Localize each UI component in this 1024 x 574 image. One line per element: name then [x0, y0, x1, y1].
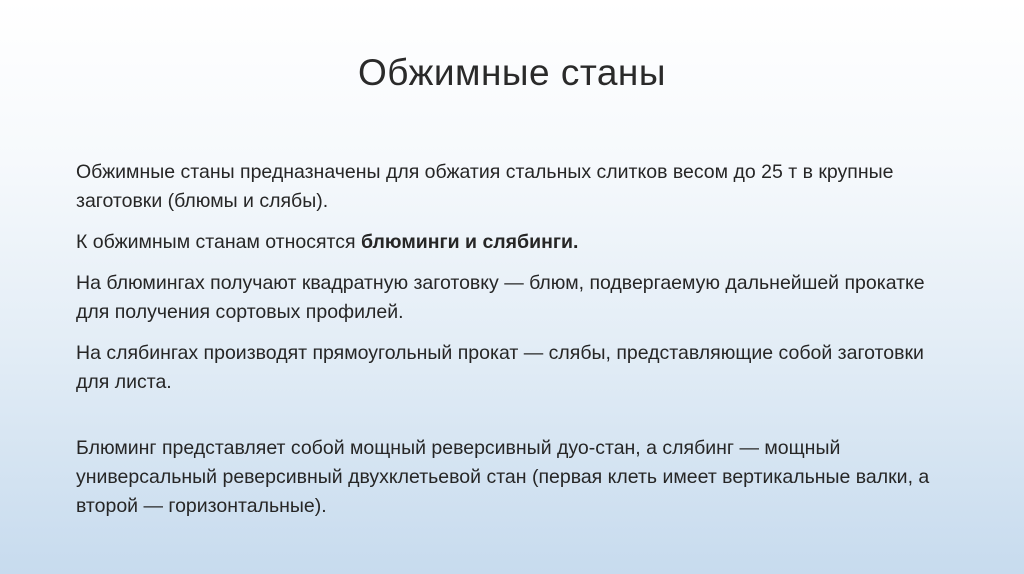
- paragraph-description: Блюминг представляет собой мощный реверсивный дуо-стан, а слябинг — мощный универсальный реверсивный двухклетьевой стан (первая клеть имеет вертикальные валки, а второй — горизонтальные).: [76, 437, 930, 517]
- paragraph-slabbing: На слябингах производят прямоугольный прокат — слябы, представляющие собой заготовки для листа.: [76, 342, 924, 393]
- paragraph-types-bold: блюминги и слябинги.: [360, 231, 579, 253]
- paragraph-blooming: На блюмингах получают квадратную заготовку — блюм, подвергаемую дальнейшей прокатке для получения сортовых профилей.: [76, 272, 925, 323]
- paragraph-types-text: К обжимным станам относятся: [76, 231, 361, 253]
- paragraph-purpose: Обжимные станы предназначены для обжатия стальных слитков весом до 25 т в крупные заготовки (блюмы и слябы).: [76, 161, 894, 212]
- slide-title: Обжимные станы: [358, 52, 666, 93]
- paragraph-types: [76, 228, 946, 257]
- slide-body: [76, 158, 946, 533]
